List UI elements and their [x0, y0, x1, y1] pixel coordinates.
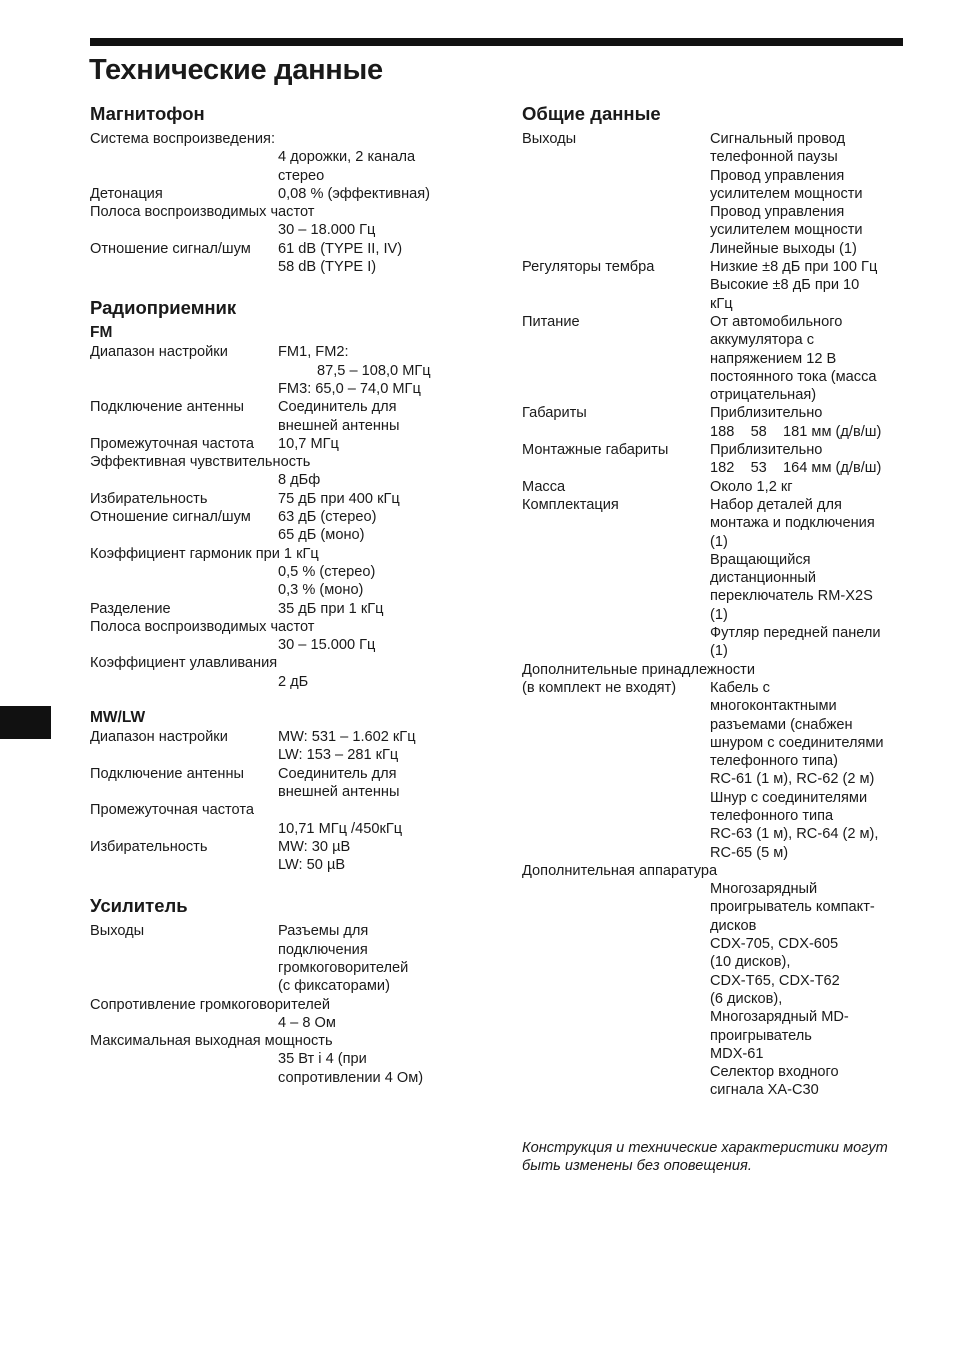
value-line: FM1, FM2: — [278, 344, 349, 361]
spec-value-mwlw-if — [90, 820, 470, 838]
spec-label-speaker-impedance: Сопротивление громкоговорителей — [90, 996, 331, 1013]
value-line: сигнала XA-C30 — [710, 1082, 819, 1099]
value-line: 35 Вт i 4 (при — [278, 1051, 367, 1068]
value-line: От автомобильного — [710, 313, 843, 330]
value-line: сопротивлении 4 Ом) — [278, 1069, 424, 1086]
spec-row-fm-range — [90, 343, 470, 398]
value-line: (1) — [710, 606, 728, 623]
value-line: подключения — [278, 941, 368, 958]
value-line: 63 дБ (стерео) — [278, 509, 377, 526]
spec-label: Питание — [522, 313, 580, 330]
subsection-title-fm: FM — [90, 324, 113, 342]
value-line: Вращающийся — [710, 551, 811, 568]
value-line: внешней антенны — [278, 417, 400, 434]
spec-label: (в комплект не входят) — [522, 679, 677, 696]
value-line: Селектор входного — [710, 1064, 839, 1081]
spec-label: Детонация — [90, 185, 163, 202]
value-line: Многозарядный MD- — [710, 1009, 849, 1026]
spec-label: Комплектация — [522, 496, 619, 513]
value-line: переключатель RM-X2S — [710, 588, 873, 605]
spec-value: 10,7 МГц — [278, 435, 339, 452]
spec-value-fm-capture-ratio — [90, 673, 470, 691]
spec-label: Регуляторы тембра — [522, 259, 655, 276]
value-line: телефонной паузы — [710, 149, 838, 166]
value-line: FM3: 65,0 – 74,0 МГц — [278, 380, 421, 397]
value-line: телефонного типа) — [710, 753, 839, 770]
spec-value — [710, 404, 914, 441]
value-line: LW: 50 µВ — [278, 857, 346, 874]
spec-value: 75 дБ при 400 кГц — [278, 490, 400, 507]
value-line: дисков — [710, 917, 757, 934]
value-line: 2 дБ — [278, 673, 309, 690]
value-line: Приблизительно — [710, 405, 823, 422]
value-line: 4 – 8 Ом — [278, 1014, 336, 1031]
value-line: Сигнальный провод — [710, 131, 846, 147]
value-line: дистанционный — [710, 570, 817, 587]
value-line: 65 дБ (моно) — [278, 527, 365, 544]
spec-value-optional-equipment — [522, 880, 914, 1100]
spec-value — [278, 398, 470, 435]
spec-value — [710, 258, 914, 313]
spec-value — [278, 343, 470, 398]
spec-label-frequency-response: Полоса воспроизводимых частот — [90, 204, 315, 221]
spec-label: Отношение сигнал/шум — [90, 240, 251, 257]
value-line: Многозарядный — [710, 881, 818, 898]
spec-label: Выходы — [90, 923, 145, 940]
spec-row-optional-accessories — [522, 679, 914, 862]
spec-value-speaker-impedance — [90, 1014, 470, 1032]
spec-label-max-power: Максимальная выходная мощность — [90, 1033, 333, 1050]
spec-row-supplied-items — [522, 496, 914, 661]
value-line: 30 – 15.000 Гц — [278, 637, 376, 654]
value-line: (с фиксаторами) — [278, 978, 390, 995]
subsection-title-mwlw: MW/LW — [90, 709, 146, 727]
value-line: MW: 531 – 1.602 кГц — [278, 729, 416, 746]
value-line: 0,3 % (моно) — [278, 582, 364, 599]
spec-value — [710, 496, 914, 661]
value-line: разъемами (снабжен — [710, 716, 853, 733]
value-line: 8 дБф — [278, 472, 321, 489]
spec-row-amp-outputs — [90, 922, 470, 995]
spec-value — [710, 441, 914, 478]
spec-label: Избирательность — [90, 838, 208, 855]
value-line: 4 дорожки, 2 канала — [278, 149, 416, 166]
value-line: Шнур с соединителями — [710, 789, 868, 806]
value-line: Низкие ±8 дБ при 100 Гц — [710, 259, 878, 276]
value-line: постоянного тока (масса — [710, 368, 877, 385]
spec-label: Выходы — [522, 131, 577, 147]
spec-label: Разделение — [90, 600, 171, 617]
spec-value — [710, 679, 914, 862]
value-line: напряжением 12 В — [710, 350, 837, 367]
value-line: 0,5 % (стерео) — [278, 563, 376, 580]
value-line: Набор деталей для — [710, 496, 842, 513]
spec-label: Масса — [522, 478, 566, 495]
spec-row-power-supply — [522, 313, 914, 404]
value-line: CDX-705, CDX-605 — [710, 936, 839, 953]
spec-value-fm-frequency-response — [90, 636, 470, 654]
spec-row-dimensions — [522, 404, 914, 441]
spec-label-playback-system: Система воспроизведения: — [90, 131, 275, 147]
value-line: проигрыватель — [710, 1027, 812, 1044]
value-line: RC-61 (1 м), RC-62 (2 м) — [710, 771, 875, 788]
section-title-general: Общие данные — [522, 103, 661, 124]
value-line: аккумулятора с — [710, 332, 814, 349]
value-line: 30 – 18.000 Гц — [278, 222, 376, 239]
spec-value-playback-system — [90, 148, 470, 185]
spec-value: 0,08 % (эффективная) — [278, 185, 431, 202]
spec-value — [278, 508, 470, 545]
value-line: Футляр передней панели — [710, 625, 881, 642]
value-line: Соединитель для — [278, 399, 397, 416]
spec-value: 35 дБ при 1 кГц — [278, 600, 384, 617]
value-line: многоконтактными — [710, 698, 837, 715]
spec-value — [278, 838, 470, 875]
spec-row-fm-selectivity — [90, 490, 470, 508]
spec-label-fm-sensitivity: Эффективная чувствительность — [90, 454, 311, 471]
value-line: усилителем мощности — [710, 185, 863, 202]
spec-label-fm-capture-ratio: Коэффициент улавливания — [90, 655, 278, 672]
spec-row-fm-snr — [90, 508, 470, 545]
section-title-amplifier: Усилитель — [90, 895, 188, 917]
header-rule — [90, 38, 903, 46]
spec-row-wow — [90, 185, 470, 203]
value-line: 58 dB (TYPE I) — [278, 259, 377, 276]
spec-value-fm-sensitivity — [90, 471, 470, 489]
value-line: Линейные выходы (1) — [710, 240, 857, 257]
spec-value — [278, 765, 470, 802]
value-line: Провод управления — [710, 204, 845, 221]
value-line: монтажа и подключения — [710, 515, 875, 532]
value-line: Приблизительно — [710, 442, 823, 459]
value-line: Высокие ±8 дБ при 10 — [710, 277, 860, 294]
spec-row-snr — [90, 240, 470, 277]
value-line: усилителем мощности — [710, 222, 863, 239]
value-line: CDX-T65, CDX-T62 — [710, 972, 840, 989]
spec-label-optional-equipment: Дополнительная аппаратура — [522, 862, 718, 879]
value-line: RC-63 (1 м), RC-64 (2 м), — [710, 826, 879, 843]
value-line: стерео — [278, 167, 325, 184]
spec-label: Монтажные габариты — [522, 442, 669, 459]
value-line: 182 53 164 мм (д/в/ш) — [710, 460, 882, 477]
value-line: 87,5 – 108,0 МГц — [317, 362, 431, 379]
value-line: проигрыватель компакт- — [710, 899, 875, 916]
spec-value — [278, 240, 470, 277]
spec-label-mwlw-if: Промежуточная частота — [90, 802, 254, 819]
left-column — [90, 100, 470, 1087]
spec-label: Диапазон настройки — [90, 344, 228, 361]
value-line: (10 дисков), — [710, 954, 791, 971]
spec-value — [710, 313, 914, 404]
spec-label-fm-frequency-response: Полоса воспроизводимых частот — [90, 618, 315, 635]
page-title: Технические данные — [89, 54, 383, 86]
value-line: (1) — [710, 643, 728, 660]
value-line: 10,71 МГц /450кГц — [278, 820, 403, 837]
value-line: Кабель с — [710, 679, 770, 696]
value-line: Разъемы для — [278, 923, 369, 940]
spec-value: Около 1,2 кг — [710, 478, 793, 495]
note-line: быть изменены без оповещения. — [522, 1158, 752, 1175]
spec-label: Подключение антенны — [90, 399, 245, 416]
spec-row-mass — [522, 478, 914, 496]
section-title-tape: Магнитофон — [90, 103, 205, 124]
spec-label: Промежуточная частота — [90, 435, 254, 452]
value-line: громкоговорителей — [278, 959, 409, 976]
value-line: шнуром с соединителями — [710, 734, 884, 751]
spec-value-fm-thd — [90, 563, 470, 600]
spec-label: Подключение антенны — [90, 765, 245, 782]
spec-row-mwlw-selectivity — [90, 838, 470, 875]
value-line: RC-65 (5 м) — [710, 844, 789, 861]
spec-value — [278, 728, 470, 765]
value-line: 188 58 181 мм (д/в/ш) — [710, 423, 882, 440]
spec-value — [710, 130, 914, 258]
spec-row-fm-if — [90, 435, 470, 453]
value-line: Провод управления — [710, 167, 845, 184]
section-tab-marker — [0, 706, 51, 739]
spec-label: Отношение сигнал/шум — [90, 509, 251, 526]
spec-label-fm-thd: Коэффициент гармоник при 1 кГц — [90, 545, 319, 562]
value-line: MDX-61 — [710, 1045, 764, 1062]
spec-label: Габариты — [522, 405, 587, 422]
spec-row-mwlw-range — [90, 728, 470, 765]
value-line: кГц — [710, 295, 733, 312]
value-line: внешней антенны — [278, 783, 400, 800]
spec-value — [278, 922, 470, 995]
value-line: Соединитель для — [278, 765, 397, 782]
value-line: LW: 153 – 281 кГц — [278, 747, 399, 764]
spec-row-mounting-dimensions — [522, 441, 914, 478]
section-title-tuner: Радиоприемник — [90, 297, 237, 319]
spec-label: Диапазон настройки — [90, 729, 228, 746]
note-line: Конструкция и технические характеристики могут — [522, 1140, 888, 1156]
spec-label-optional-accessories: Дополнительные принадлежности — [522, 661, 755, 678]
spec-row-fm-separation — [90, 600, 470, 618]
value-line: (1) — [710, 533, 728, 550]
spec-row-general-outputs — [522, 130, 914, 258]
value-line: 61 dB (TYPE II, IV) — [278, 240, 403, 257]
value-line: отрицательная) — [710, 387, 817, 404]
disclaimer-note — [522, 1139, 912, 1176]
value-line: (6 дисков), — [710, 990, 783, 1007]
value-line: телефонного типа — [710, 807, 834, 824]
value-line: MW: 30 µВ — [278, 838, 351, 855]
spec-row-mwlw-antenna — [90, 765, 470, 802]
right-column — [522, 100, 914, 1100]
spec-value-frequency-response — [90, 221, 470, 239]
spec-row-tone-controls — [522, 258, 914, 313]
spec-value-max-power — [90, 1050, 470, 1087]
spec-row-fm-antenna — [90, 398, 470, 435]
spec-label: Избирательность — [90, 490, 208, 507]
